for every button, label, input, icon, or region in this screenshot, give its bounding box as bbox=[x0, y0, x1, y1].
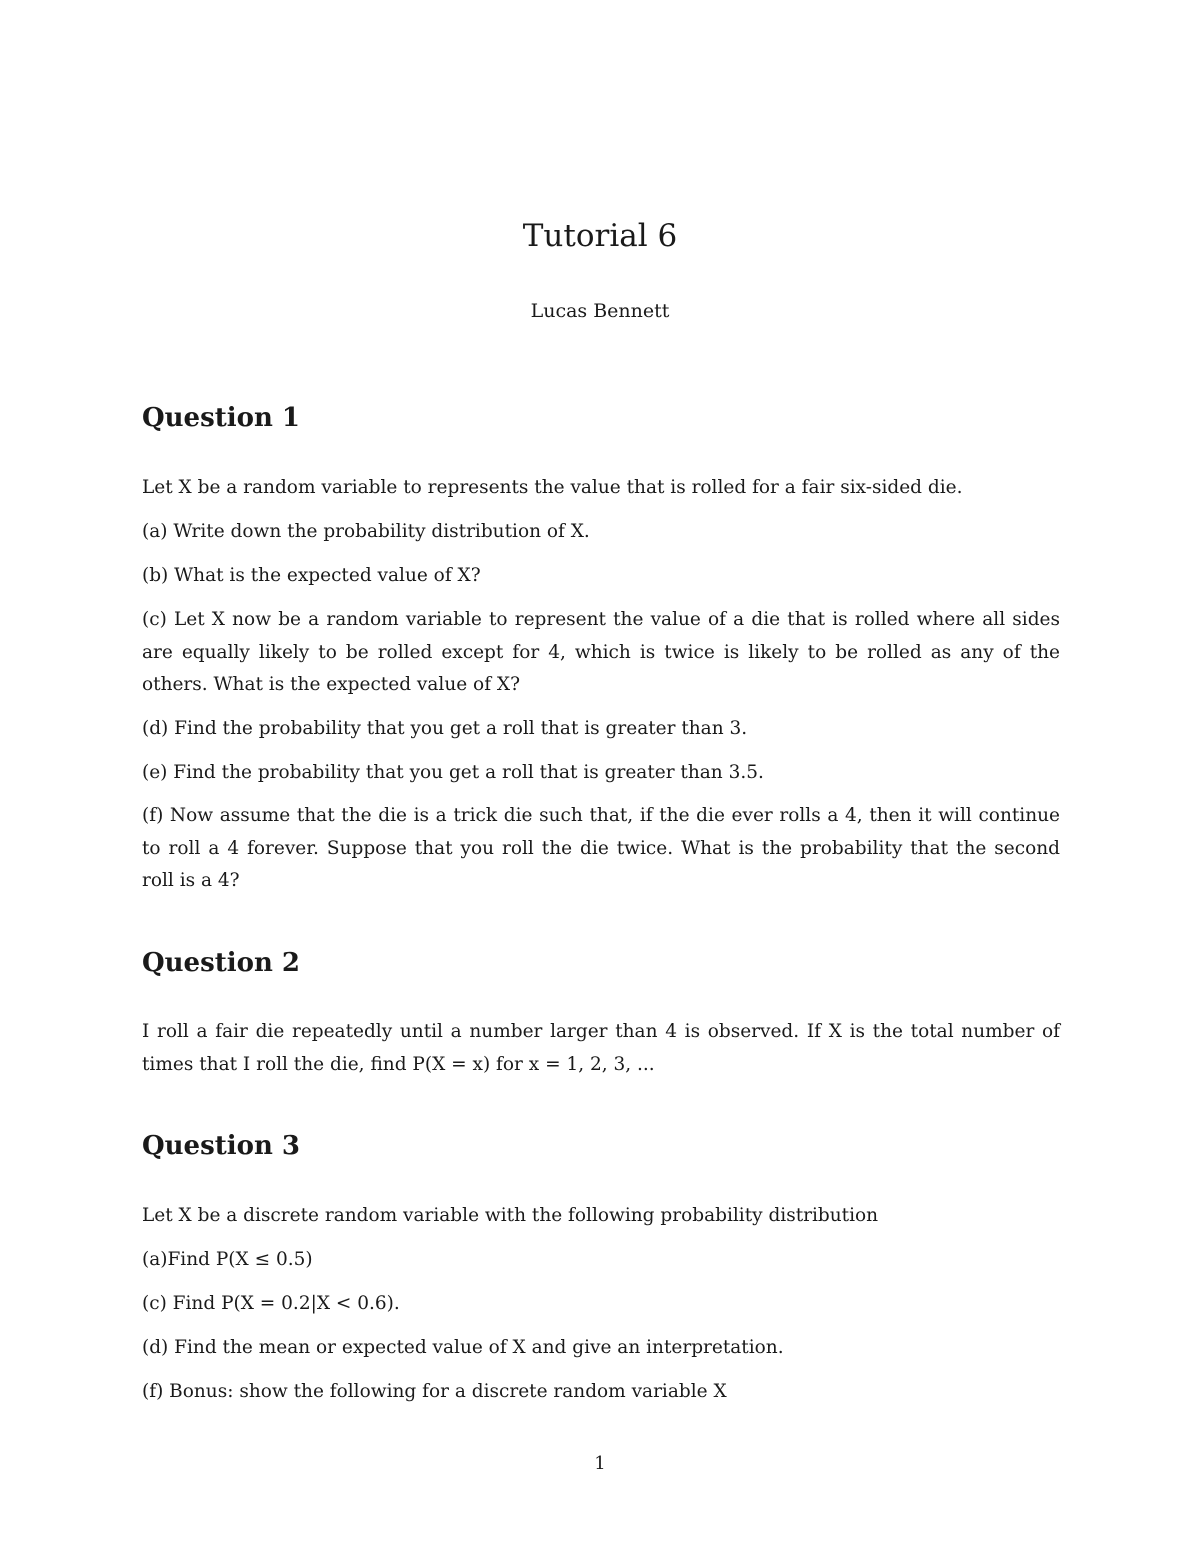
question-1-part-d: (d) Find the probability that you get a roll that is greater than 3. bbox=[142, 718, 748, 739]
question-3-intro: Let X be a discrete random variable with the following probability distribution bbox=[142, 1205, 879, 1226]
document-title: Tutorial 6 bbox=[522, 218, 678, 254]
question-3-heading: Question 3 bbox=[142, 1131, 301, 1161]
question-1-heading: Question 1 bbox=[142, 403, 301, 433]
question-1-part-a: (a) Write down the probability distribution of X. bbox=[142, 521, 590, 542]
question-3-part-c: (c) Find P(X = 0.2|X < 0.6). bbox=[142, 1293, 400, 1314]
question-3-part-f: (f) Bonus: show the following for a discrete random variable X bbox=[142, 1381, 727, 1402]
question-1-part-f: (f) Now assume that the die is a trick die such that, if the die ever rolls a 4, then it will continue to roll a 4 forever. Suppose that you roll the die twice. What is the probability that the second roll is a 4? bbox=[142, 805, 1060, 891]
question-2-text: I roll a fair die repeatedly until a number larger than 4 is observed. If X is the total number of times that I roll the die, find P(X = x) for x = 1, 2, 3, ... bbox=[142, 1021, 1060, 1075]
question-1-part-b: (b) What is the expected value of X? bbox=[142, 565, 481, 586]
question-1-part-e: (e) Find the probability that you get a roll that is greater than 3.5. bbox=[142, 762, 764, 783]
question-1-intro: Let X be a random variable to represents the value that is rolled for a fair six-sided die. bbox=[142, 477, 963, 498]
page-number: 1 bbox=[594, 1453, 606, 1474]
question-2-heading: Question 2 bbox=[142, 948, 301, 978]
question-3-part-d: (d) Find the mean or expected value of X and give an interpretation. bbox=[142, 1337, 784, 1358]
document-author: Lucas Bennett bbox=[530, 300, 670, 322]
question-3-part-a: (a)Find P(X ≤ 0.5) bbox=[142, 1249, 313, 1270]
question-1-part-c: (c) Let X now be a random variable to represent the value of a die that is rolled where all sides are equally likely to be rolled except for 4, which is twice is likely to be rolled as any of the others. What is the expected value of X? bbox=[142, 609, 1060, 695]
